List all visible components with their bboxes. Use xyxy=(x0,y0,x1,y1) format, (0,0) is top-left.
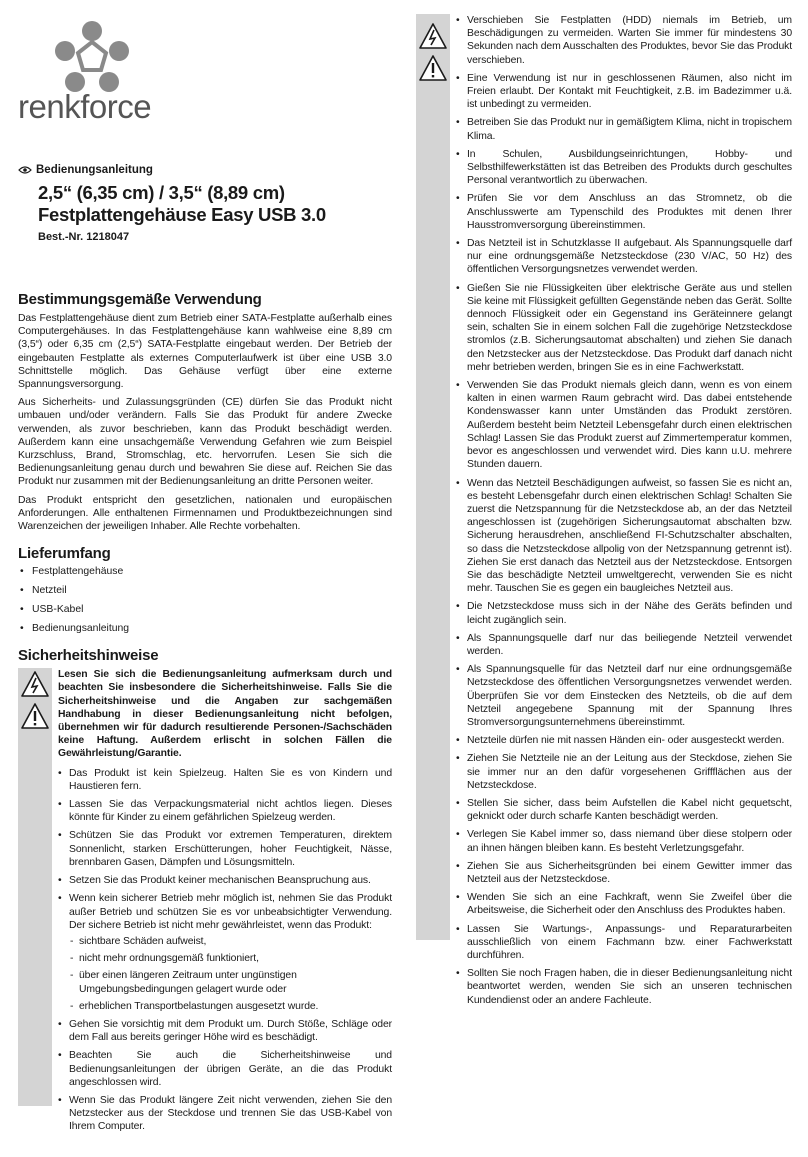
safety-item xyxy=(58,892,392,1013)
brand-logo xyxy=(18,20,168,130)
safety-sublist xyxy=(69,935,392,1013)
safety-heading: Sicherheitshinweise xyxy=(18,647,159,665)
intended-use-paragraph: Das Festplattengehäuse dient zum Betrieb einer SATA-Festplatte außerhalb eines Computergehäuses. In das Festplattengehäuse kann wahlweise eine 8,89 cm (3,5“) oder 6,35 cm (2,5“) SATA-Festplatte eingebaut werden. Der Betrieb der eingebauten Festplatte als externes Computerlaufwerk ist über eine USB 3.0 Schnittstelle möglich. Das Gehäuse verfügt über eine externe Spannungsversorgung. xyxy=(18,313,392,391)
safety-item: • Lassen Sie das Verpackungsmaterial nicht achtlos liegen. Dieses könnte für Kinder zu einem gefährlichen Spielzeug werden. xyxy=(58,798,392,824)
safety-item: • Wenn Sie das Produkt längere Zeit nicht verwenden, ziehen Sie den Netzstecker aus der Steckdose und trennen Sie das USB-Kabel von Ihrem Computer. xyxy=(58,1094,392,1134)
safety-item: • Verlegen Sie Kabel immer so, dass niemand über diese stolpern oder an ihnen hängen bleiben kann. Es besteht Verletzungsgefahr. xyxy=(456,828,792,854)
safety-item: • Sollten Sie noch Fragen haben, die in dieser Bedienungsanleitung nicht beantwortet werden, wenden Sie sich an unseren technischen Kundendienst oder an andere Fachleute. xyxy=(456,967,792,1007)
safety-item: • Ziehen Sie aus Sicherheitsgründen bei einem Gewitter immer das Netzteil aus der Netzsteckdose. xyxy=(456,860,792,886)
safety-item: • Die Netzsteckdose muss sich in der Nähe des Geräts befinden und leicht zugänglich sein. xyxy=(456,600,792,626)
safety-item: • Stellen Sie sicher, dass beim Aufstellen die Kabel nicht gequetscht, geknickt oder durch scharfe Kanten beschädigt werden. xyxy=(456,797,792,823)
safety-subitem: - über einen längeren Zeitraum unter ungünstigen Umgebungsbedingungen gelagert wurde oder xyxy=(69,969,392,995)
safety-item: • Eine Verwendung ist nur in geschlossenen Räumen, also nicht im Freien erlaubt. Der Kontakt mit Feuchtigkeit, z.B. im Badezimmer u.ä. ist unbedingt zu vermeiden. xyxy=(456,72,792,112)
safety-list-left xyxy=(58,767,392,1134)
safety-subitem: - nicht mehr ordnungsgemäß funktioniert, xyxy=(69,952,392,965)
safety-item: • In Schulen, Ausbildungseinrichtungen, Hobby- und Selbsthilfewerkstätten ist das Betreiben des Produkts durch geschultes Personal verantwortlich zu überwachen. xyxy=(456,148,792,188)
safety-item: • Das Produkt ist kein Spielzeug. Halten Sie es von Kindern und Haustieren fern. xyxy=(58,767,392,793)
exclamation-warning-icon xyxy=(418,54,448,82)
scope-item: • USB-Kabel xyxy=(18,603,392,616)
safety-list-right xyxy=(456,14,792,1007)
electric-hazard-icon xyxy=(418,22,448,50)
safety-item: • Wenn das Netzteil Beschädigungen aufweist, so fassen Sie es nicht an, es besteht Lebensgefahr durch einen elektrischen Schlag! Schalten Sie zuerst die Netzspannung für die Netzsteckdose ab, an der das Netzteil angeschlossen ist (zugehörigen Sicherungsautomat abschalten bzw. Sicherung herausdrehen, anschließend FI-Schutzschalter abschalten, so dass die Netzsteckdose allpolig von der Netzspannung getrennt ist). Ziehen Sie erst danach das Netzteil aus der Netzsteckdose. Entsorgen Sie das beschädigte Netzteil umweltgerecht, verwenden Sie es nicht mehr. Tauschen Sie es gegen ein baugleiches Netzteil aus. xyxy=(456,477,792,596)
safety-item: • Wenden Sie sich an eine Fachkraft, wenn Sie Zweifel über die Arbeitsweise, die Sicherheit oder den Anschluss des Produktes haben. xyxy=(456,891,792,917)
electric-hazard-icon xyxy=(20,670,50,698)
safety-item: • Netzteile dürfen nie mit nassen Händen ein- oder ausgesteckt werden. xyxy=(456,734,792,747)
doc-type-row xyxy=(18,164,392,176)
doc-type-label: Bedienungsanleitung xyxy=(36,164,153,176)
safety-item: • Als Spannungsquelle für das Netzteil darf nur eine ordnungsgemäße Netzsteckdose des öffentlichen Versorgungsnetzes verwendet werden. Überprüfen Sie vor dem Einstecken des Netzteils, ob die auf dem Netzteil angegebene Spannung mit der Spannung Ihres Stromversorgungsunternehmens übereinstimmt. xyxy=(456,663,792,729)
scope-item: • Bedienungsanleitung xyxy=(18,622,392,635)
eye-icon xyxy=(18,165,32,175)
intended-use-paragraph: Das Produkt entspricht den gesetzlichen, nationalen und europäischen Anforderungen. Alle enthaltenen Firmennamen und Produktbezeichnungen sind Warenzeichen der jeweiligen Inhaber. Alle Rechte vorbehalten. xyxy=(18,494,392,533)
scope-item: • Netzteil xyxy=(18,584,392,597)
left-column xyxy=(18,164,392,1139)
safety-item: • Prüfen Sie vor dem Anschluss an das Stromnetz, ob die Anschlusswerte am Typenschild des Produktes mit denen Ihrer Hausstromversorgung übereinstimmen. xyxy=(456,192,792,232)
safety-subitem: - erheblichen Transportbelastungen ausgesetzt wurde. xyxy=(69,1000,392,1013)
safety-item: • Setzen Sie das Produkt keiner mechanischen Beanspruchung aus. xyxy=(58,874,392,887)
order-number: Best.-Nr. 1218047 xyxy=(38,231,130,243)
safety-item-text: Wenn kein sicherer Betrieb mehr möglich ist, nehmen Sie das Produkt außer Betrieb und schützen Sie es vor unbeabsichtigter Verwendung. Der sichere Betrieb ist nicht mehr gewährleistet, wenn das Produkt: xyxy=(69,893,392,931)
safety-item: • Das Netzteil ist in Schutzklasse II aufgebaut. Als Spannungsquelle darf nur eine ordnungsgemäße Netzsteckdose (230 V/AC, 50 Hz) des öffentlichen Versorgungsnetzes verwendet werden. xyxy=(456,237,792,277)
safety-item: • Verwenden Sie das Produkt niemals gleich dann, wenn es von einem kalten in einen warmen Raum gebracht wird. Das dabei entstehende Kondenswasser kann unter Umständen das Produkt zerstören. Außerdem besteht beim Netzteil Lebensgefahr durch einen elektrischen Schlag! Lassen Sie das Produkt zuerst auf Zimmertemperatur kommen, bevor es angeschlossen und verwendet wird. Dies kann u.U. mehrere Stunden dauern. xyxy=(456,379,792,471)
safety-item: • Betreiben Sie das Produkt nur in gemäßigtem Klima, nicht in tropischem Klima. xyxy=(456,116,792,142)
safety-item: • Gießen Sie nie Flüssigkeiten über elektrische Geräte aus und stellen Sie keine mit Flüssigkeit gefüllten Gegenstände neben das Gerät. Sollte dennoch Flüssigkeit oder ein Gegenstand ins Geräteinnere gelangt sein, schalten Sie in einem solchen Fall die zugehörige Netzsteckdose stromlos (z.B. Sicherungsautomat abschalten) und ziehen Sie danach den Netzstecker aus der Netzsteckdose. Das Produkt darf danach nicht mehr betrieben werden, bringen Sie es in eine Fachwerkstatt. xyxy=(456,282,792,374)
safety-item: • Schützen Sie das Produkt vor extremen Temperaturen, direktem Sonnenlicht, starken Erschütterungen, hoher Feuchtigkeit, Nässe, brennbaren Gasen, Dämpfen und Lösungsmitteln. xyxy=(58,829,392,869)
product-title-line2: Festplattengehäuse Easy USB 3.0 xyxy=(38,204,326,225)
safety-item: • Gehen Sie vorsichtig mit dem Produkt um. Durch Stöße, Schläge oder dem Fall aus bereits geringer Höhe wird es beschädigt. xyxy=(58,1018,392,1044)
safety-item: • Beachten Sie auch die Sicherheitshinweise und Bedienungsanleitungen der übrigen Geräte, an die das Produkt angeschlossen wird. xyxy=(58,1049,392,1089)
brand-name: renkforce xyxy=(18,88,152,125)
renkforce-logo-mark-icon xyxy=(54,20,130,92)
safety-subitem: - sichtbare Schäden aufweist, xyxy=(69,935,392,948)
scope-list xyxy=(18,565,392,635)
safety-item: • Lassen Sie Wartungs-, Anpassungs- und Reparaturarbeiten ausschließlich von einem Fachmann bzw. einer Fachwerkstatt durchführen. xyxy=(456,923,792,963)
scope-heading: Lieferumfang xyxy=(18,545,111,563)
intended-use-paragraph: Aus Sicherheits- und Zulassungsgründen (CE) dürfen Sie das Produkt nicht umbauen und/oder verändern. Falls Sie das Produkt für andere Zwecke verwenden, als zuvor beschrieben, kann das Produkt beschädigt werden. Außerdem kann eine unsachgemäße Verwendung Gefahren wie zum Beispiel Kurzschluss, Brand, Stromschlag, etc. hervorrufen. Lesen Sie sich die Bedienungsanleitung genau durch und bewahren Sie diese auf. Reichen Sie das Produkt nur zusammen mit der Bedienungsanleitung an dritte Personen weiter. xyxy=(18,397,392,488)
safety-sidebar-right xyxy=(416,14,450,940)
safety-block xyxy=(18,668,392,1133)
safety-item: • Ziehen Sie Netzteile nie an der Leitung aus der Steckdose, ziehen Sie sie immer nur an den dafür vorgesehenen Griffflächen aus der Netzsteckdose. xyxy=(456,752,792,792)
safety-intro: Lesen Sie sich die Bedienungsanleitung aufmerksam durch und beachten Sie insbesondere die Sicherheitshinweise. Falls Sie die Sicherheitshinweise und die Angaben zur sachgemäßen Handhabung in dieser Bedienungsanleitung nicht befolgen, übernehmen wir für dadurch resultierende Personen-/Sachschäden keine Haftung. Außerdem erlischt in solchen Fällen die Gewährleistung/Garantie. xyxy=(58,669,392,760)
right-column xyxy=(416,14,792,1012)
safety-item: • Als Spannungsquelle darf nur das beiliegende Netzteil verwendet werden. xyxy=(456,632,792,658)
intended-use-heading: Bestimmungsgemäße Verwendung xyxy=(18,291,262,308)
product-title-line1: 2,5“ (6,35 cm) / 3,5“ (8,89 cm) xyxy=(38,182,285,203)
safety-item: • Verschieben Sie Festplatten (HDD) niemals im Betrieb, um Beschädigungen zu vermeiden. Warten Sie immer für mindestens 30 Sekunden nach dem Ausschalten des Produktes, bevor Sie das Produkt verschieben. xyxy=(456,14,792,67)
scope-item: • Festplattengehäuse xyxy=(18,565,392,578)
exclamation-warning-icon xyxy=(20,702,50,730)
